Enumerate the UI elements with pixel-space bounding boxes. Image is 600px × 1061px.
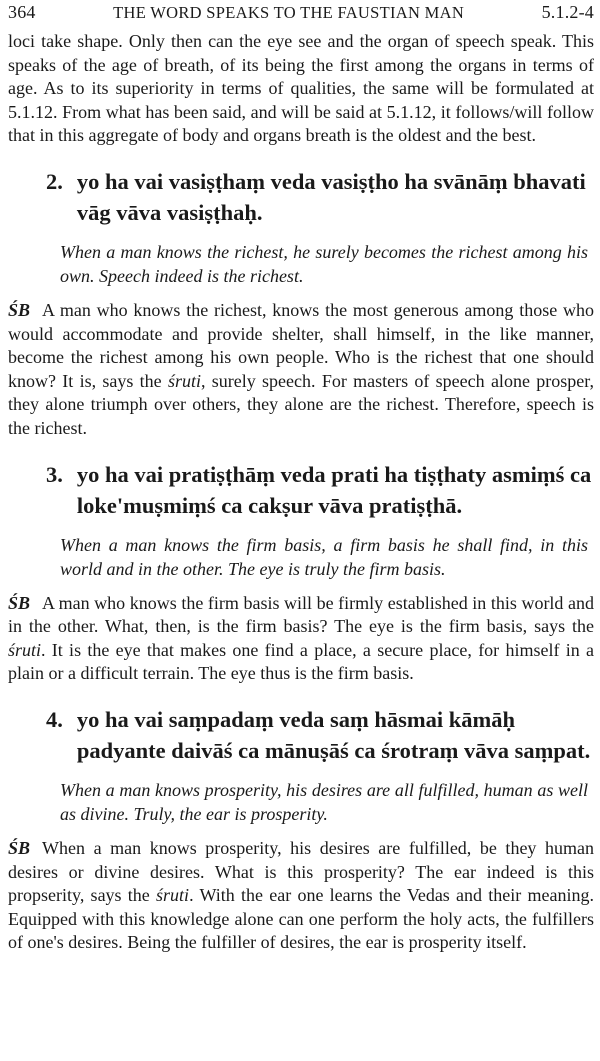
commentary-term: śruti — [8, 639, 42, 660]
verse-3-commentary — [8, 592, 594, 686]
verse-2-translation: When a man knows the richest, he surely becomes the richest among his own. Speech indeed is the richest. — [60, 241, 588, 286]
commentary-label: ŚB — [8, 299, 31, 320]
verse-number: 2. — [46, 168, 63, 194]
verse-2 — [8, 166, 594, 228]
commentary-text-part-2: , surely speech. For masters of speech alone prosper, they alone triumph over others, they alone are the richest. Therefore, speech is the richest. — [8, 370, 594, 438]
verse-2-commentary — [8, 299, 594, 441]
verse-number: 3. — [46, 461, 63, 487]
commentary-text-part-1: A man who knows the richest, knows the most generous among those who would accommodate and provide shelter, shall himself, in the like manner, become the richest among his own people. Who is the richest that one should know? It is, says the — [8, 299, 594, 391]
verse-number: 4. — [46, 706, 63, 732]
verse-text: yo ha vai vasiṣṭhaṃ veda vasiṣṭho ha svānāṃ bhavati vāg vāva vasiṣṭhaḥ. — [76, 168, 586, 225]
verse-4 — [8, 704, 594, 766]
intro-paragraph: loci take shape. Only then can the eye see and the organ of speech speak. This speaks of the age of breath, of its being the first among the organs in terms of age. As to its superiority in terms of qualities, the same will be formulated at 5.1.12. From what has been said, and will be said at 5.1.12, it follows/will follow that in this aggregate of body and organs breath is the oldest and the best. — [8, 31, 594, 146]
running-header — [8, 0, 594, 30]
page-number: 364 — [8, 2, 36, 22]
verse-3 — [8, 459, 594, 521]
commentary-text-part-1: A man who knows the firm basis will be firmly established in this world and in the other. What, then, is the firm basis? The eye is the firm basis, says the — [8, 592, 594, 637]
verse-3-translation: When a man knows the firm basis, a firm basis he shall find, in this world and in the other. The eye is truly the firm basis. — [60, 534, 588, 579]
commentary-term: śruti — [167, 370, 201, 391]
running-title: THE WORD SPEAKS TO THE FAUSTIAN MAN — [113, 3, 465, 22]
verse-4-translation: When a man knows prosperity, his desires are all fulfilled, human as well as divine. Truly, the ear is prosperity. — [60, 779, 588, 824]
commentary-text-part-2: . With the ear one learns the Vedas and their meaning. Equipped with this knowledge alone can one perform the holy acts, the fulfillers of one's desires. Being the fulfiller of desires, the ear is prosperity itself. — [8, 885, 594, 953]
section-reference: 5.1.2-4 — [541, 2, 594, 22]
verse-4-commentary — [8, 837, 594, 955]
commentary-text-part-1: When a man knows prosperity, his desires are fulfilled, be they human desires or divine desires. What is this prosperity? The ear indeed is this propserity, says the — [8, 837, 594, 906]
commentary-label: ŚB — [8, 837, 31, 858]
commentary-label: ŚB — [8, 592, 31, 613]
commentary-term: śruti — [156, 885, 190, 906]
verse-text: yo ha vai pratiṣṭhāṃ veda prati ha tiṣṭhaty asmiṃś ca loke'muṣmiṃś ca cakṣur vāva pratiṣṭhā. — [76, 461, 592, 518]
verse-text: yo ha vai saṃpadaṃ veda saṃ hāsmai kāmāḥ padyante daivāś ca mānuṣāś ca śrotraṃ vāva saṃpat. — [76, 706, 591, 763]
commentary-text-part-2: . It is the eye that makes one find a place, a secure place, for himself in a plain or a difficult terrain. The eye thus is the firm basis. — [8, 639, 594, 684]
